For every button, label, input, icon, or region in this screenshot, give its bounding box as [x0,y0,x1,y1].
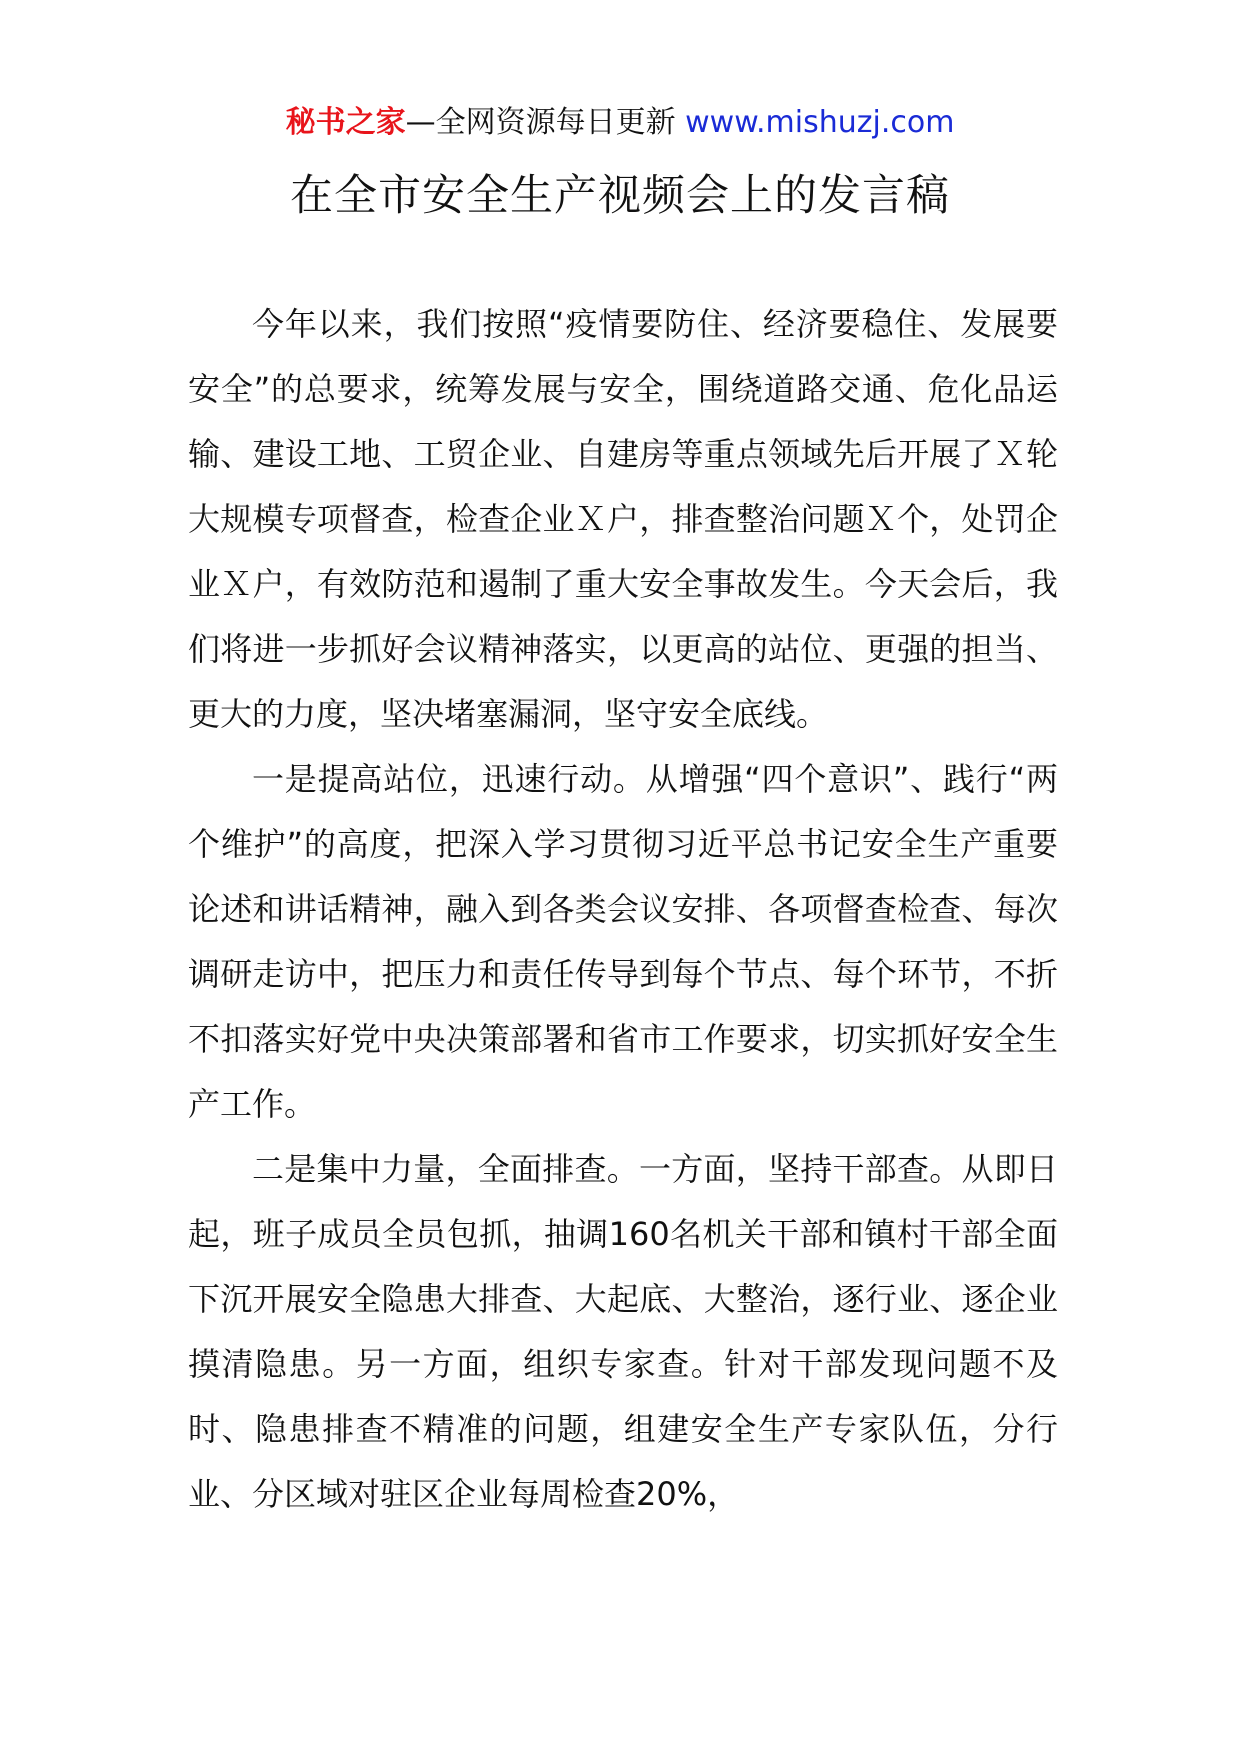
site-url-link[interactable]: www.mishuzj.com [685,105,955,140]
paragraph-text: 从增强“四个意识”、践行“两个维护”的高度，把深入学习贯彻习近平总书记安全生产重要论述和讲话精神，融入到各类会议安排、各项督查检查、每次调研走访中，把压力和责任传导到每个节点、每个环节，不折不扣落实好党中央决策部署和省市工作要求，切实抓好安全生产工作。 [188,760,1058,1123]
site-tagline: —全网资源每日更新 [405,105,686,140]
document-title: 在全市安全生产视频会上的发言稿 [290,171,950,221]
paragraph-text: 一方面，坚持干部查。从即日起，班子成员全员包抓，抽调160名机关干部和镇村干部全面下沉开展安全隐患大排查、大起底、大整治，逐行业、逐企业摸清隐患。另一方面，组织专家查。针对干部发现问题不及时、隐患排查不精准的问题，组建安全生产专家队伍，分行业、分区域对驻区企业每周检查20%， [188,1150,1058,1513]
document-body [188,292,1058,1527]
site-header [0,102,1240,144]
paragraph-lead: 一是提高站位，迅速行动。 [252,760,646,798]
brand-name: 秘书之家 [285,105,406,140]
paragraph-lead: 二是集中力量，全面排查。 [252,1150,639,1188]
paragraph-2 [188,747,1058,1137]
paragraph-text: 今年以来，我们按照“疫情要防住、经济要稳住、发展要安全”的总要求，统筹发展与安全，围绕道路交通、危化品运输、建设工地、工贸企业、自建房等重点领域先后开展了Ｘ轮大规模专项督查，检查企业Ｘ户，排查整治问题Ｘ个，处罚企业Ｘ户，有效防范和遏制了重大安全事故发生。今天会后，我们将进一步抓好会议精神落实，以更高的站位、更强的担当、更大的力度，坚决堵塞漏洞，坚守安全底线。 [188,305,1058,733]
paragraph-1 [188,292,1058,747]
paragraph-3 [188,1137,1058,1527]
